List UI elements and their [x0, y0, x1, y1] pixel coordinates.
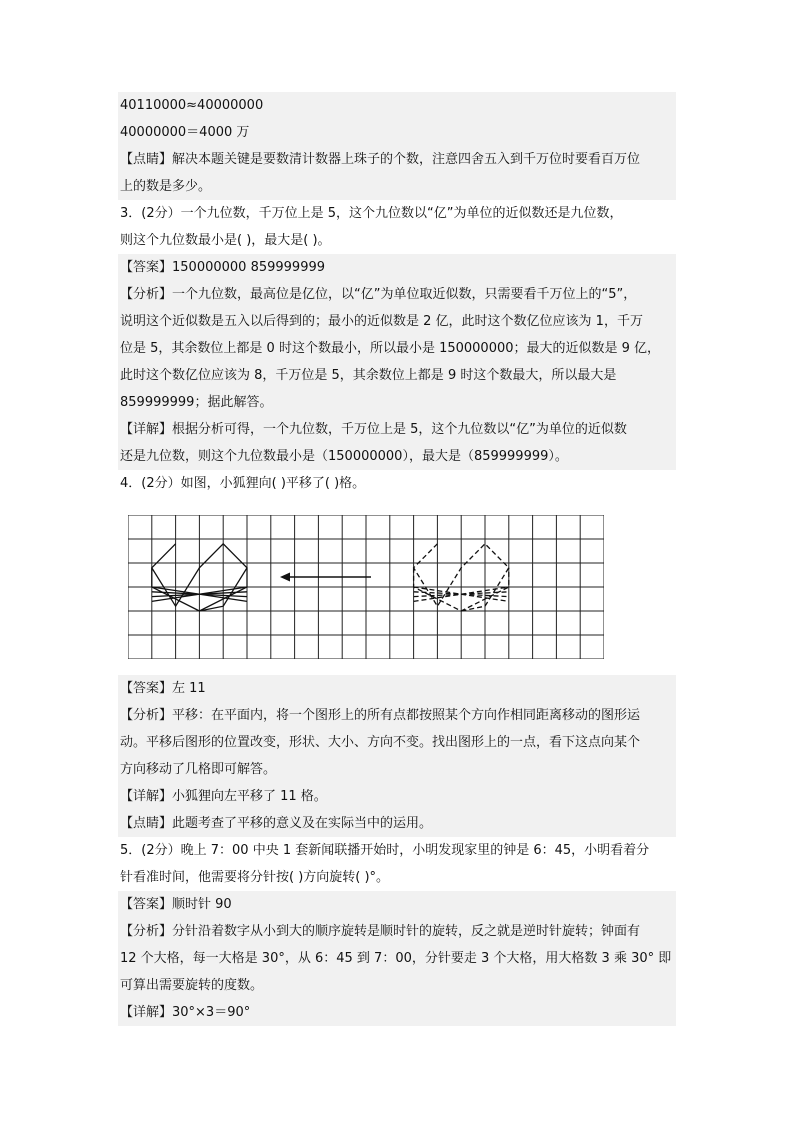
- answer-line: 【答案】左 11: [118, 675, 676, 702]
- question-4-line: 4．(2分）如图，小狐狸向( )平移了( )格。: [120, 476, 366, 491]
- text-line: 此时这个数亿位应该为 8，千万位是 5，其余数位上都是 9 时这个数最大，所以最大是: [118, 362, 676, 389]
- question-5-line-1: 5．(2分）晚上 7：00 中央 1 套新闻联播开始时，小明发现家里的钟是 6：45，小明看着分: [120, 843, 650, 858]
- text-line: 【分析】一个九位数，最高位是亿位，以“亿”为单位取近似数，只需要看千万位上的“5”，: [118, 281, 676, 308]
- text-line: 【详解】小狐狸向左平移了 11 格。: [118, 783, 676, 810]
- text-line: 说明这个近似数是五入以后得到的；最小的近似数是 2 亿，此时这个数亿位应该为 1，千万: [118, 308, 676, 335]
- text-line: 12 个大格，每一大格是 30°，从 6：45 到 7：00，分针要走 3 个大格，用大格数 3 乘 30° 即: [118, 945, 676, 972]
- text-line: 动。平移后图形的位置改变，形状、大小、方向不变。找出图形上的一点，看下这点向某个: [118, 729, 676, 756]
- text-line: 【详解】30°×3＝90°: [118, 999, 676, 1026]
- text-line: 【点睛】此题考查了平移的意义及在实际当中的运用。: [118, 810, 676, 837]
- text-line: 上的数是多少。: [118, 173, 676, 200]
- fox-translation-figure: [118, 497, 676, 675]
- text-line: 可算出需要旋转的度数。: [118, 972, 676, 999]
- question-3-line-1: 3．(2分）一个九位数，千万位上是 5，这个九位数以“亿”为单位的近似数还是九位数，: [120, 206, 623, 221]
- text-line: 【分析】分针沿着数字从小到大的顺序旋转是顺时针的旋转，反之就是逆时针旋转；钟面有: [118, 918, 676, 945]
- question-5-line-2: 针看准时间，他需要将分针按( )方向旋转( )°。: [120, 870, 390, 885]
- text-line: 方向移动了几格即可解答。: [118, 756, 676, 783]
- grid-diagram: [128, 515, 604, 659]
- text-line: 40110000≈40000000: [118, 92, 676, 119]
- question-3-line-2: 则这个九位数最小是( )，最大是( )。: [120, 233, 331, 248]
- text-line: 859999999；据此解答。: [118, 389, 676, 416]
- text-block-2: [118, 675, 676, 1026]
- text-line: 【详解】根据分析可得，一个九位数，千万位上是 5，这个九位数以“亿”为单位的近似数: [118, 416, 676, 443]
- answer-line: 【答案】顺时针 90: [118, 891, 676, 918]
- text-block-1: [118, 92, 676, 497]
- text-line: 【点睛】解决本题关键是要数清计数器上珠子的个数，注意四舍五入到千万位时要看百万位: [118, 146, 676, 173]
- left-arrow-icon: [280, 573, 371, 582]
- text-line: 还是九位数，则这个九位数最小是（150000000），最大是（859999999）。: [118, 443, 676, 470]
- grid-lines: [128, 515, 604, 659]
- text-line: 【分析】平移：在平面内，将一个图形上的所有点都按照某个方向作相同距离移动的图形运: [118, 702, 676, 729]
- text-line: 位是 5，其余数位上都是 0 时这个数最小，所以最小是 150000000；最大的近似数是 9 亿，: [118, 335, 676, 362]
- document-page: [118, 92, 676, 1026]
- text-line: 40000000＝4000 万: [118, 119, 676, 146]
- answer-line: 【答案】150000000 859999999: [118, 254, 676, 281]
